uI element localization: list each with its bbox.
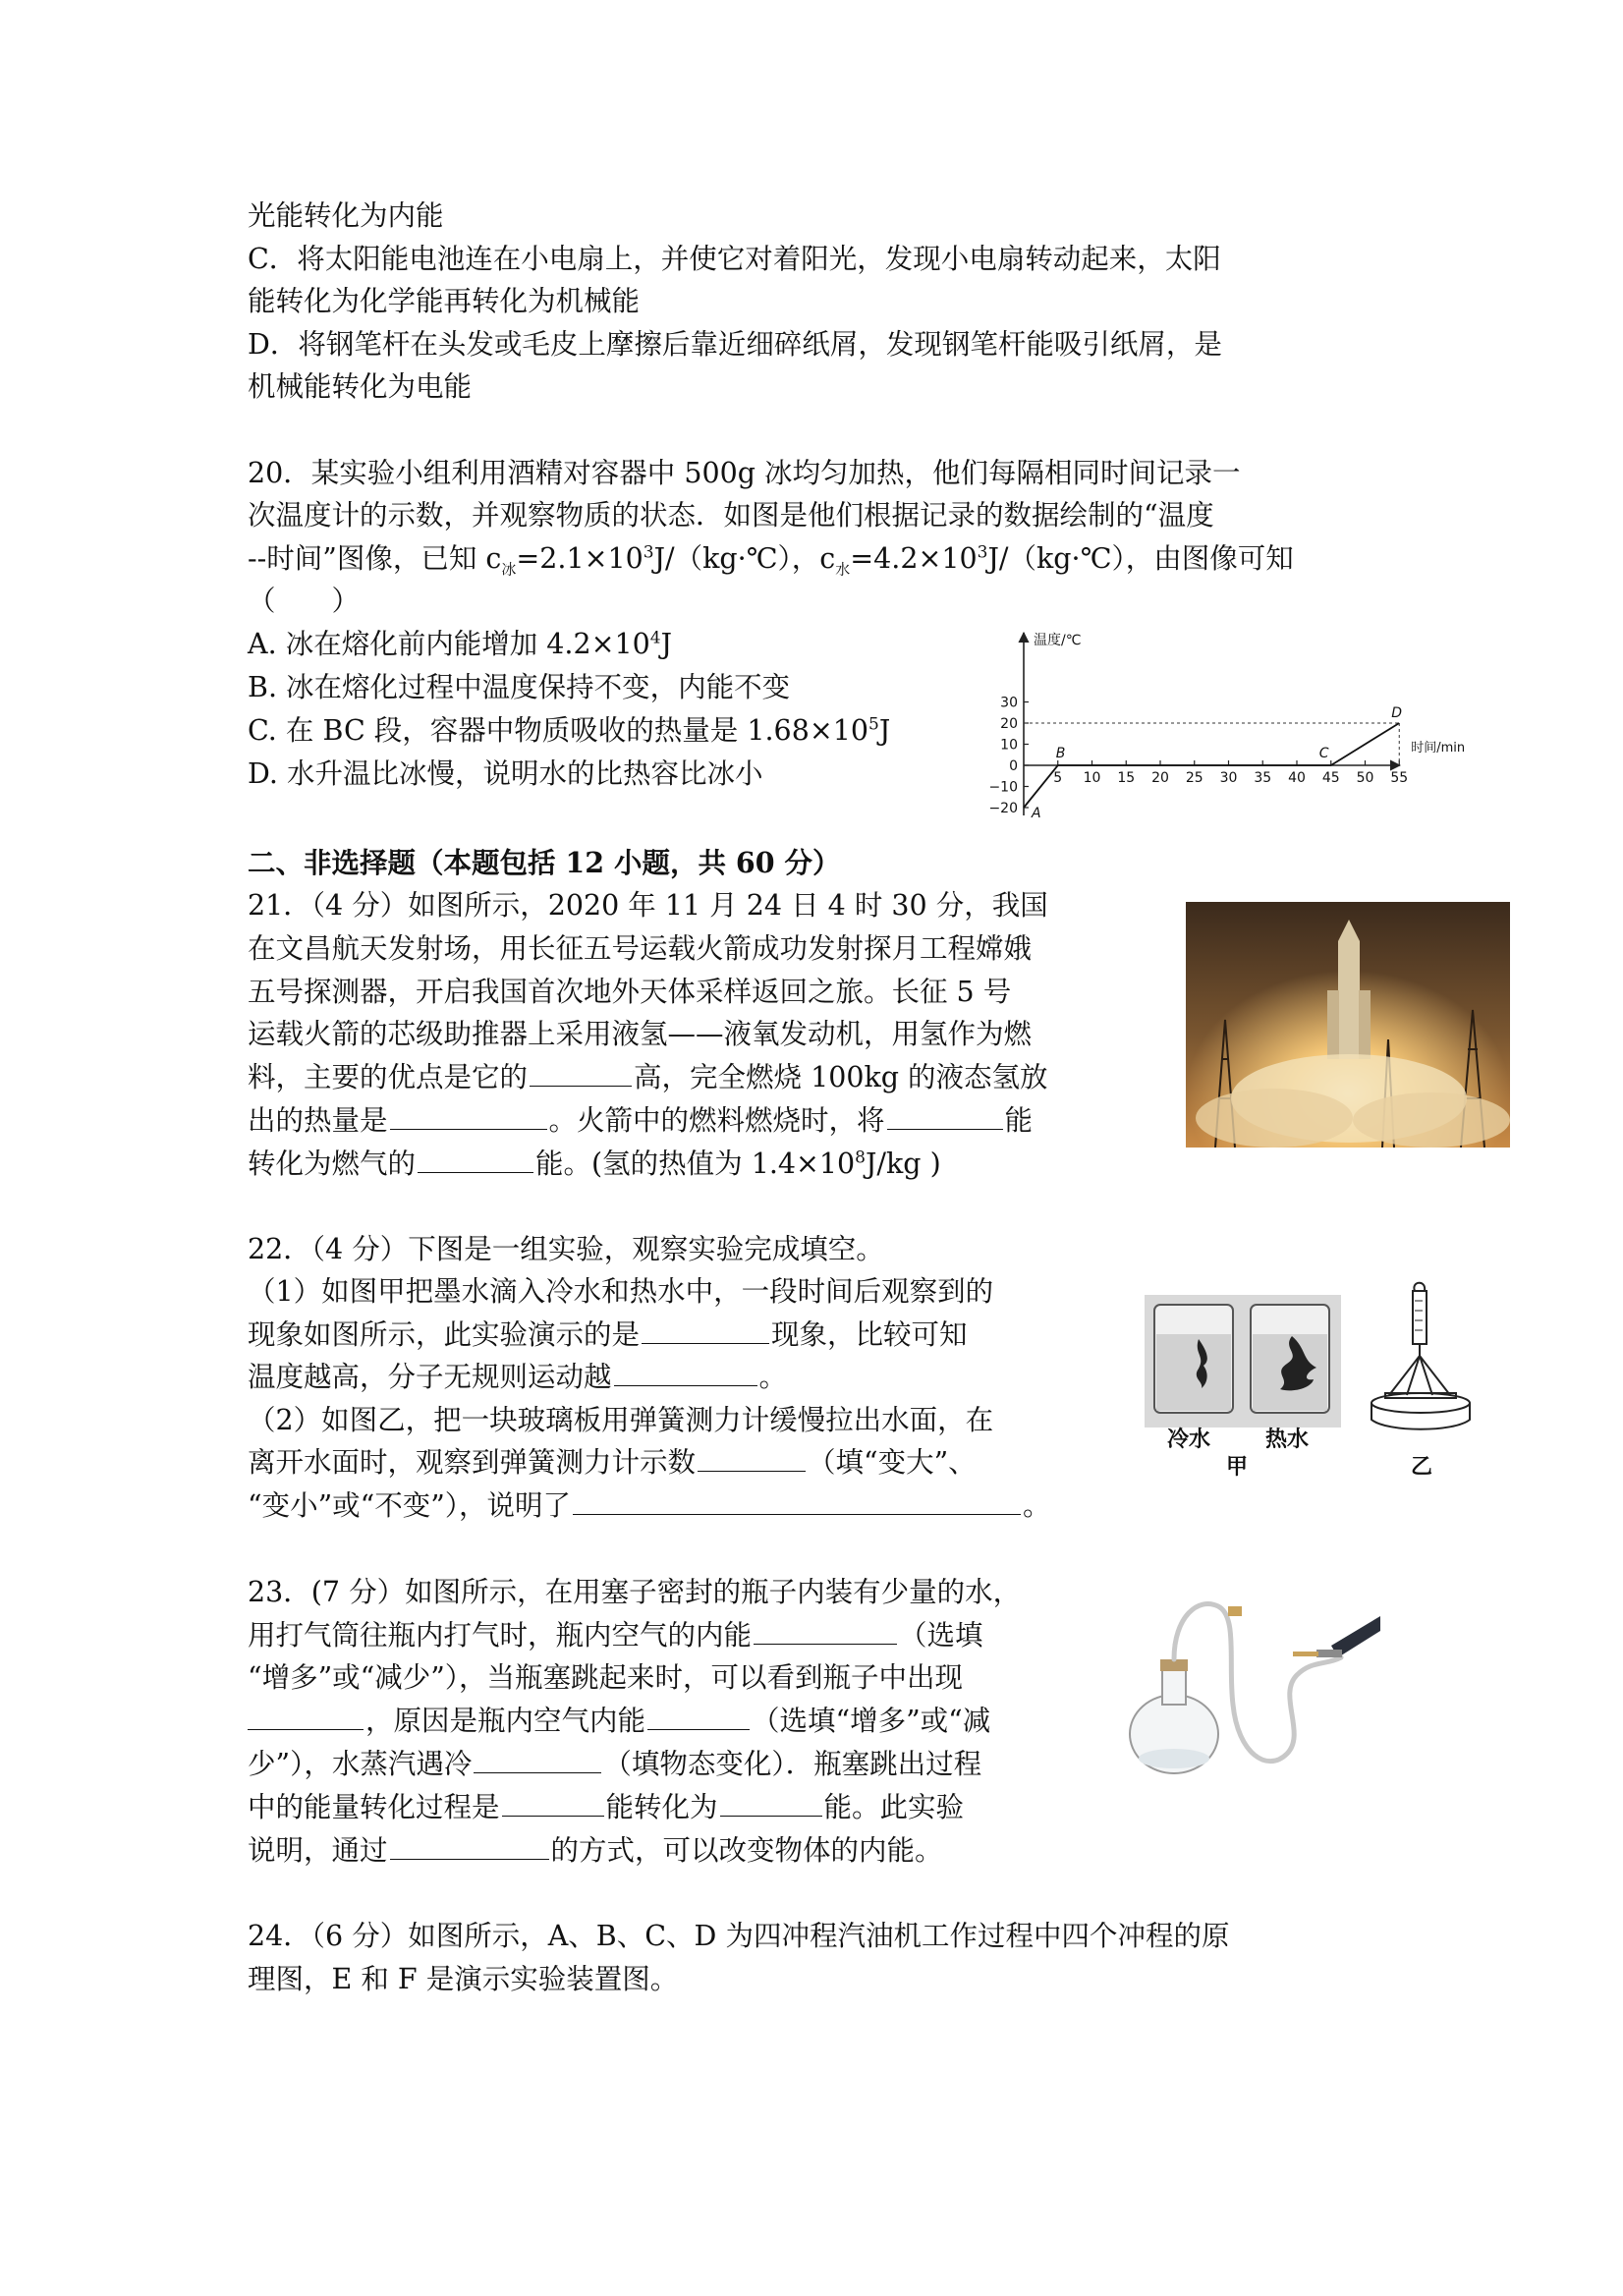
q23-line-7 bbox=[248, 1829, 943, 1873]
spring-scale-glass-plate-figure bbox=[1368, 1277, 1476, 1434]
x-tick-label: 30 bbox=[1219, 770, 1238, 786]
q22-text: （填“变大”、 bbox=[808, 1446, 977, 1479]
q21-text: 高，完全燃烧 100kg 的液态氢放 bbox=[634, 1061, 1048, 1093]
y-tick-label: 0 bbox=[1009, 758, 1018, 774]
q23-text: 能。此实验 bbox=[823, 1791, 965, 1823]
q19-option-c-cont: 能转化为化学能再转化为机械能 bbox=[248, 285, 641, 317]
q22-text: 。 bbox=[758, 1361, 788, 1393]
q22-line-5: （2）如图乙，把一块玻璃板用弹簧测力计缓慢拉出水面，在 bbox=[248, 1404, 994, 1436]
q21-line-2: 在文昌航天发射场，用长征五号运载火箭成功发射探月工程嫦娥 bbox=[248, 932, 1033, 965]
q24-line-1: 24．（6 分）如图所示，A、B、C、D 为四冲程汽油机工作过程中四个冲程的原 bbox=[248, 1920, 1230, 1952]
q22-line-4 bbox=[248, 1356, 787, 1399]
q21-line-7 bbox=[248, 1143, 941, 1186]
x-tick-label: 10 bbox=[1083, 770, 1101, 786]
x-tick-label: 5 bbox=[1053, 770, 1063, 786]
q23-line-3: “增多”或“减少”），当瓶塞跳起来时，可以看到瓶子中出现 bbox=[248, 1661, 964, 1694]
exponent: 3 bbox=[643, 542, 654, 563]
q23-text: 中的能量转化过程是 bbox=[248, 1791, 500, 1823]
q22-text: 现象，比较可知 bbox=[771, 1318, 968, 1351]
x-tick-label: 25 bbox=[1185, 770, 1203, 786]
exponent: 3 bbox=[977, 542, 988, 563]
y-tick-label: 10 bbox=[1000, 737, 1018, 754]
q22-text: “变小”或“不变”），说明了 bbox=[248, 1489, 572, 1522]
q21-text: J/kg ) bbox=[866, 1148, 941, 1180]
q20-stem-1: 20．某实验小组利用酒精对容器中 500g 冰均匀加热，他们每隔相同时间记录一 bbox=[248, 457, 1241, 489]
q20-text: J/（kg·℃），c bbox=[653, 542, 836, 575]
figure-jia-label: 甲 bbox=[1226, 1454, 1249, 1480]
answer-blank[interactable] bbox=[248, 1706, 364, 1730]
q22-line-3 bbox=[248, 1314, 968, 1357]
q23-text: 的方式，可以改变物体的内能。 bbox=[550, 1834, 943, 1867]
section-2-heading: 二、非选择题（本题包括 12 小题，共 60 分） bbox=[248, 846, 841, 879]
q21-text: 转化为燃气的 bbox=[248, 1148, 417, 1180]
q23-text: ，原因是瓶内空气内能 bbox=[365, 1705, 646, 1737]
q20-text: J/（kg·℃），由图像可知 bbox=[987, 542, 1294, 575]
point-label-a: A bbox=[1032, 806, 1041, 821]
q24-line-2: 理图，E 和 F 是演示实验装置图。 bbox=[248, 1963, 679, 1995]
q21-text: 出的热量是 bbox=[248, 1104, 388, 1137]
q20-option-b: B. 冰在熔化过程中温度保持不变，内能不变 bbox=[248, 671, 791, 703]
answer-blank[interactable] bbox=[390, 1835, 549, 1860]
answer-blank[interactable] bbox=[614, 1362, 757, 1386]
q19-option-c: C．将太阳能电池连在小电扇上，并使它对着阳光，发现小电扇转动起来，太阳 bbox=[248, 243, 1221, 275]
flask-and-air-pump-figure bbox=[1120, 1587, 1385, 1793]
q23-line-5 bbox=[248, 1743, 981, 1786]
q23-line-1: 23．(7 分）如图所示，在用塞子密封的瓶子内装有少量的水， bbox=[248, 1576, 1022, 1608]
q20-answer-bracket: （ ） bbox=[248, 585, 361, 617]
point-label-c: C bbox=[1318, 746, 1329, 761]
q20-text: =2.1×10 bbox=[516, 542, 644, 575]
y-tick-label: 30 bbox=[1000, 695, 1018, 711]
q22-line-2: （1）如图甲把墨水滴入冷水和热水中，一段时间后观察到的 bbox=[248, 1275, 994, 1308]
point-label-b: B bbox=[1055, 746, 1066, 761]
exponent: 5 bbox=[867, 714, 879, 735]
q23-text: 用打气筒往瓶内打气时，瓶内空气的内能 bbox=[248, 1619, 753, 1652]
rocket-launch-photo bbox=[1186, 902, 1510, 1148]
q20-text: --时间”图像，已知 c bbox=[248, 542, 502, 575]
answer-blank[interactable] bbox=[720, 1792, 822, 1817]
q20-text: =4.2×10 bbox=[850, 542, 978, 575]
answer-blank[interactable] bbox=[573, 1490, 1021, 1515]
x-tick-label: 35 bbox=[1254, 770, 1272, 786]
q22-line-7 bbox=[248, 1484, 1051, 1528]
q22-line-6 bbox=[248, 1441, 977, 1484]
exponent: 8 bbox=[855, 1148, 866, 1168]
unit: J bbox=[660, 628, 672, 660]
cold-water-label: 冷水 bbox=[1167, 1427, 1211, 1452]
q23-text: 少”），水蒸汽遇冷 bbox=[248, 1748, 473, 1780]
q21-text: 能。(氢的热值为 1.4×10 bbox=[535, 1148, 856, 1180]
figure-yi-label: 乙 bbox=[1411, 1454, 1433, 1480]
q23-text: （填物态变化）．瓶塞跳出过程 bbox=[603, 1748, 982, 1780]
subscript-water: 水 bbox=[835, 560, 851, 579]
x-axis-label: 时间/min bbox=[1411, 741, 1466, 756]
answer-blank[interactable] bbox=[530, 1062, 632, 1087]
q20-option-c bbox=[248, 709, 890, 753]
x-tick-label: 50 bbox=[1356, 770, 1374, 786]
answer-blank[interactable] bbox=[754, 1620, 897, 1645]
answer-blank[interactable] bbox=[642, 1319, 769, 1344]
q21-text: 能 bbox=[1004, 1104, 1034, 1137]
option-a-text: A. 冰在熔化前内能增加 4.2×10 bbox=[248, 628, 650, 660]
y-tick-label: 20 bbox=[1000, 716, 1018, 732]
hot-water-label: 热水 bbox=[1265, 1427, 1310, 1452]
q23-line-2 bbox=[248, 1614, 983, 1657]
q22-text: 。 bbox=[1023, 1489, 1051, 1522]
q21-line-1: 21．（4 分）如图所示，2020 年 11 月 24 日 4 时 30 分，我国 bbox=[248, 889, 1048, 922]
q20-option-a bbox=[248, 623, 672, 666]
answer-blank[interactable] bbox=[887, 1105, 1003, 1130]
q20-stem-3 bbox=[248, 537, 1294, 581]
subscript-ice: 冰 bbox=[501, 560, 517, 579]
ink-diffusion-beakers-figure bbox=[1145, 1295, 1341, 1428]
x-tick-label: 15 bbox=[1117, 770, 1136, 786]
temperature-time-chart bbox=[973, 625, 1503, 853]
q21-line-3: 五号探测器，开启我国首次地外天体采样返回之旅。长征 5 号 bbox=[248, 976, 1012, 1008]
q21-line-5 bbox=[248, 1056, 1048, 1099]
q22-text: 离开水面时，观察到弹簧测力计示数 bbox=[248, 1446, 697, 1479]
x-tick-label: 40 bbox=[1288, 770, 1306, 786]
x-tick-label: 20 bbox=[1151, 770, 1169, 786]
q23-line-4 bbox=[248, 1700, 990, 1743]
q22-line-1: 22．（4 分）下图是一组实验，观察实验完成填空。 bbox=[248, 1233, 884, 1265]
q20-option-d: D. 水升温比冰慢，说明水的比热容比冰小 bbox=[248, 757, 763, 790]
q22-text: 现象如图所示，此实验演示的是 bbox=[248, 1318, 641, 1351]
q19-option-d-cont: 机械能转化为电能 bbox=[248, 370, 473, 403]
q20-stem-2: 次温度计的示数，并观察物质的状态．如图是他们根据记录的数据绘制的“温度 bbox=[248, 499, 1214, 532]
q23-text: 能转化为 bbox=[605, 1791, 718, 1823]
answer-blank[interactable] bbox=[698, 1447, 806, 1472]
q19-line-1: 光能转化为内能 bbox=[248, 199, 444, 232]
x-tick-label: 55 bbox=[1390, 770, 1409, 786]
answer-blank[interactable] bbox=[474, 1749, 601, 1773]
y-axis-label: 温度/℃ bbox=[1034, 633, 1082, 648]
q23-text: （选填 bbox=[899, 1619, 983, 1652]
answer-blank[interactable] bbox=[647, 1706, 750, 1730]
y-tick-label: −20 bbox=[988, 801, 1018, 816]
point-label-d: D bbox=[1391, 705, 1403, 721]
option-c-text: C. 在 BC 段，容器中物质吸收的热量是 1.68×10 bbox=[248, 714, 868, 747]
q19-option-d: D．将钢笔杆在头发或毛皮上摩擦后靠近细碎纸屑，发现钢笔杆能吸引纸屑，是 bbox=[248, 328, 1222, 361]
q23-line-6 bbox=[248, 1786, 964, 1829]
q23-text: （选填“增多”或“减 bbox=[752, 1705, 991, 1737]
q21-line-4: 运载火箭的芯级助推器上采用液氢——液氧发动机，用氢作为燃 bbox=[248, 1018, 1033, 1050]
q23-text: 说明，通过 bbox=[248, 1834, 388, 1867]
x-tick-label: 45 bbox=[1321, 770, 1340, 786]
y-tick-label: −10 bbox=[988, 779, 1018, 796]
unit: J bbox=[878, 714, 891, 747]
q21-line-6 bbox=[248, 1099, 1033, 1143]
exponent: 4 bbox=[649, 628, 661, 648]
q21-text: 。火箭中的燃料燃烧时，将 bbox=[548, 1104, 885, 1137]
answer-blank[interactable] bbox=[418, 1148, 533, 1173]
q21-text: 料，主要的优点是它的 bbox=[248, 1061, 529, 1093]
answer-blank[interactable] bbox=[390, 1105, 547, 1130]
answer-blank[interactable] bbox=[502, 1792, 604, 1817]
q22-text: 温度越高，分子无规则运动越 bbox=[248, 1361, 612, 1393]
